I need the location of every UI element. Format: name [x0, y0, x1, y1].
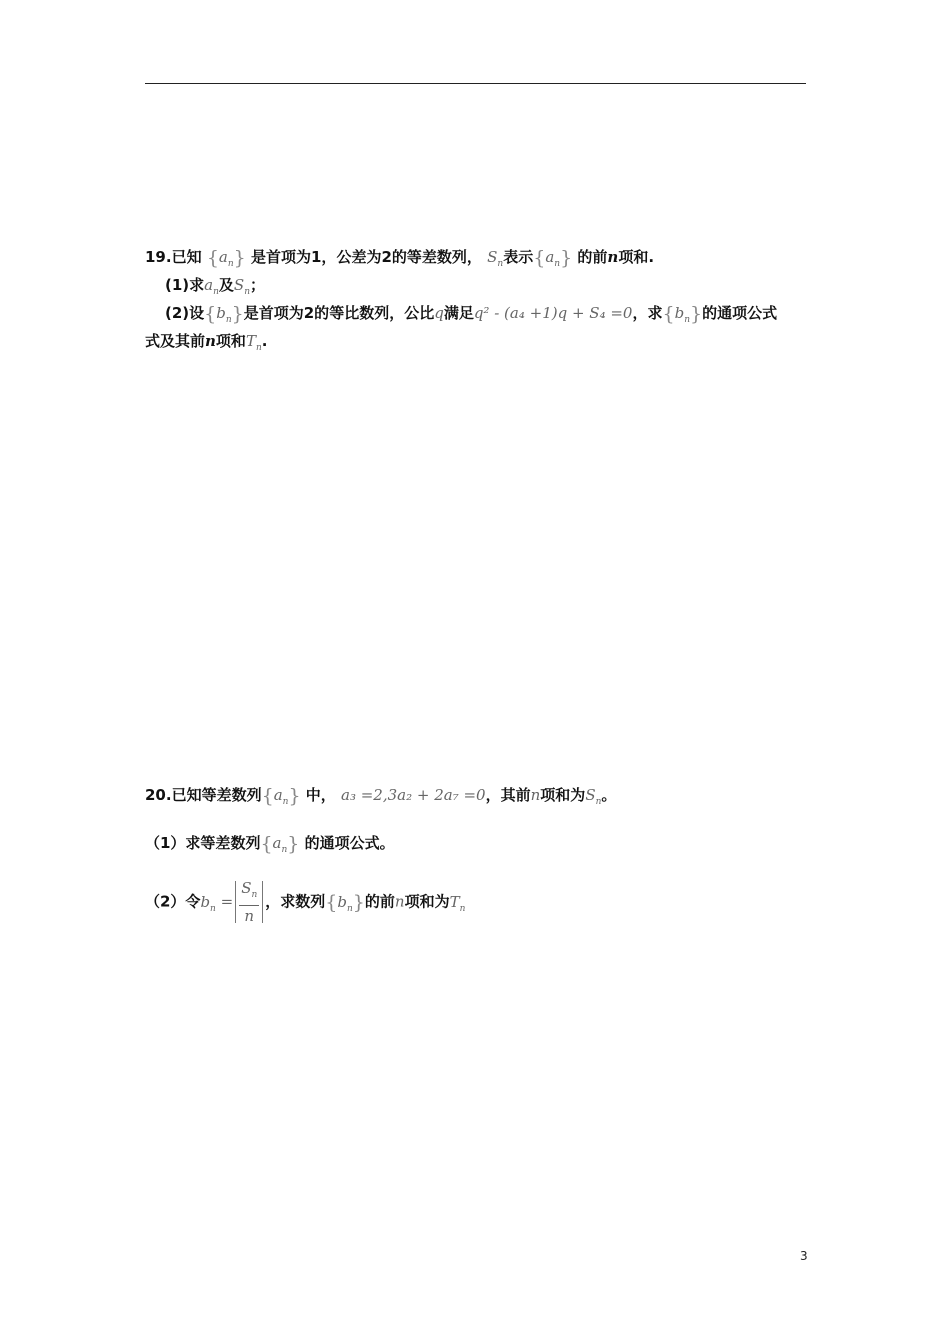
q19-text: 的前: [577, 248, 608, 266]
a-n: $a_n$: [545, 248, 561, 269]
q19-text: 项和.: [618, 248, 655, 266]
q20-part1-label: （1）求等差数列: [145, 834, 261, 852]
q19-text: 及: [218, 276, 234, 294]
q19-text: 是首项为2的等比数列，公比: [243, 304, 435, 322]
q20-part-1: （1）求等差数列$\{a_n\}$ 的通项公式。: [145, 833, 395, 855]
q19-part1-label: (1)求: [165, 276, 205, 294]
q19-number: 19.: [145, 248, 172, 266]
q19-text: 已知: [171, 248, 202, 266]
q20-text: 的通项公式。: [304, 834, 395, 852]
q-var: q: [434, 304, 444, 322]
q20-text: 。: [601, 786, 617, 804]
b-n: $b_n$: [216, 304, 232, 325]
q19-text: 表示: [503, 248, 534, 266]
q20-line-1: 20.已知等差数列$\{a_n\}$ 中， a₃ =2,3a₂ + 2a₇ =0，其前n项和为$S_n$。: [145, 785, 617, 807]
n-var: n: [394, 892, 405, 911]
q19-part-1: [165, 274, 265, 303]
t-n: $T_n$: [245, 332, 262, 353]
q20-equation: a₃ =2,3a₂ + 2a₇ =0: [341, 786, 486, 804]
s-n: $S_n$: [585, 786, 602, 807]
q20-text: 项和为: [404, 892, 450, 911]
q19-text: 的通项公式: [702, 304, 778, 322]
header-rule: [145, 83, 806, 84]
q19-text: .: [261, 332, 268, 350]
b-n: $b_n$: [674, 304, 690, 325]
equals-sign: =: [215, 892, 234, 911]
q20-text: 已知等差数列: [171, 786, 262, 804]
a-n: $a_n$: [218, 248, 234, 269]
n-var: n: [205, 332, 216, 350]
q20-number: 20.: [145, 786, 172, 804]
q20-text: 中，: [305, 786, 336, 804]
s-n: $S_n$: [233, 276, 250, 297]
q19-text: 满足: [443, 304, 474, 322]
abs-fraction: $\frac{S_n}{n}$: [233, 878, 265, 926]
n-var: n: [607, 248, 619, 266]
q19-text: ；: [250, 276, 266, 294]
q20-part-2: （2）令$b_n$ = $\frac{S_n}{n}$ ，求数列$\{b_n\}$的前n项和为$T_n$: [145, 879, 466, 925]
b-n: $b_n$: [200, 892, 216, 914]
q19-part-2: (2)设$\{b_n\}$是首项为2的等比数列，公比q满足q² - (a₄ +1)q + S₄ =0，求$\{b_n\}$的通项公式: [165, 303, 778, 325]
a-n: $a_n$: [272, 834, 288, 855]
q19-part2-label: (2)设: [165, 304, 205, 322]
s-n: $S_n$: [487, 248, 504, 269]
q19-text: 式及其前: [145, 332, 206, 350]
q20-text: ，其前: [485, 786, 531, 804]
q20-part2-label: （2）令: [145, 892, 201, 911]
a-n: $a_n$: [204, 276, 219, 297]
q20-text: ，求数列: [265, 892, 326, 911]
q20-text: 的前: [364, 892, 395, 911]
n-var: n: [530, 786, 541, 804]
q19-text: 是首项为1，公差为2的等差数列，: [251, 248, 482, 266]
q20-text: 项和为: [540, 786, 586, 804]
t-n: $T_n$: [449, 892, 466, 914]
q19-text: ，求: [632, 304, 663, 322]
b-n: $b_n$: [337, 892, 353, 914]
a-n: $a_n$: [273, 786, 289, 807]
q19-equation: q² - (a₄ +1)q + S₄ =0: [473, 304, 633, 322]
q19-text: 项和: [215, 332, 246, 350]
q19-line-4: [145, 330, 267, 359]
page-number: 3: [800, 1249, 808, 1263]
q19-line-1: 19.已知 $\{a_n\}$ 是首项为1，公差为2的等差数列， $S_n$表示$\{a_n\}$ 的前n项和.: [145, 247, 655, 269]
